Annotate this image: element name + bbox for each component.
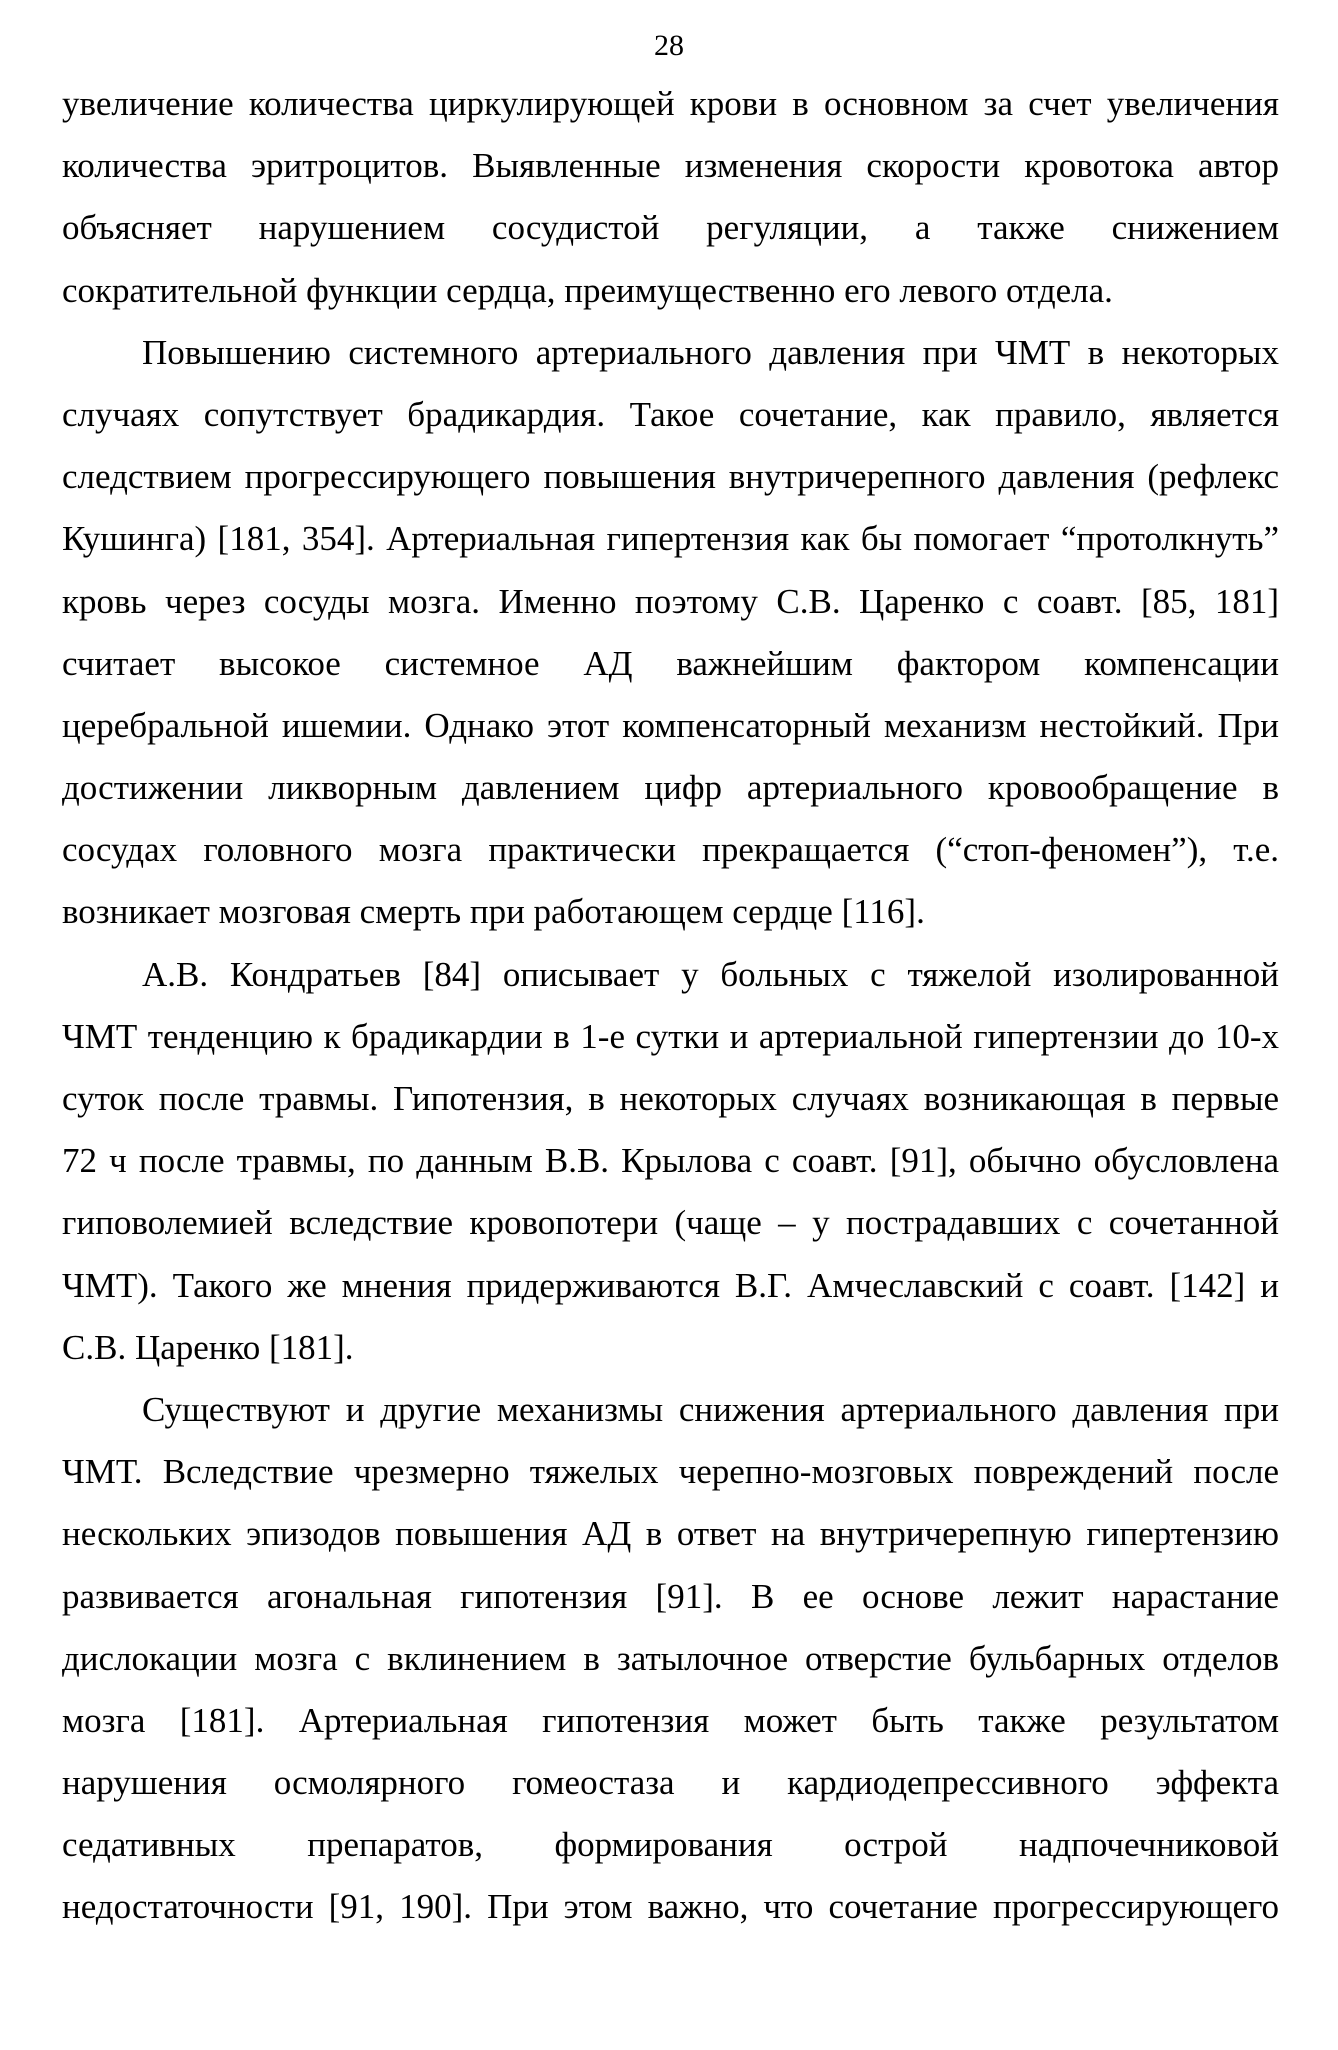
text-line: сократительной функции сердца, преимущественно его левого отдела. [62,270,1113,310]
text-line: гиповолемией вследствие кровопотери (чаще – у пострадавших с сочетанной [62,1203,1279,1243]
text-line: 72 ч после травмы, по данным В.В. Крылова с соавт. [91], обычно обусловлена [62,1141,1279,1181]
text-line: следствием прогрессирующего повышения внутричерепного давления (рефлекс [62,457,1279,497]
text-line: А.В. Кондратьев [84] описывает у больных с тяжелой изолированной [142,954,1279,994]
text-line: кровь через сосуды мозга. Именно поэтому С.В. Царенко с соавт. [85, 181] [62,581,1279,621]
text-line: ЧМТ). Такого же мнения придерживаются В.Г. Амчеславский с соавт. [142] и [62,1265,1279,1305]
text-line: Существуют и другие механизмы снижения артериального давления при [142,1389,1279,1429]
body-text [62,84,1279,1950]
text-line: мозга [181]. Артериальная гипотензия может быть также результатом [62,1700,1279,1740]
text-line: церебральной ишемии. Однако этот компенсаторный механизм нестойкий. При [62,705,1279,745]
text-line: дислокации мозга с вклинением в затылочное отверстие бульбарных отделов [62,1638,1279,1678]
text-line: ЧМТ тенденцию к брадикардии в 1-е сутки и артериальной гипертензии до 10-х [62,1016,1279,1056]
text-line: считает высокое системное АД важнейшим фактором компенсации [62,643,1279,683]
text-line: объясняет нарушением сосудистой регуляции, а также снижением [62,208,1279,248]
text-line: суток после травмы. Гипотензия, в некоторых случаях возникающая в первые [62,1079,1279,1118]
text-line: случаях сопутствует брадикардия. Такое сочетание, как правило, является [62,394,1279,434]
text-line: возникает мозговая смерть при работающем сердце [116]. [62,892,925,932]
text-line: ЧМТ. Вследствие чрезмерно тяжелых черепно-мозговых повреждений после [62,1452,1279,1492]
text-line: Кушинга) [181, 354]. Артериальная гипертензия как бы помогает “протолкнуть” [62,519,1279,559]
text-line: недостаточности [91, 190]. При этом важно, что сочетание прогрессирующего [62,1887,1279,1927]
text-line: С.В. Царенко [181]. [62,1327,354,1367]
text-line: сосудах головного мозга практически прекращается (“стоп-феномен”), т.е. [62,830,1279,870]
page-number: 28 [654,29,684,62]
text-line: увеличение количества циркулирующей крови в основном за счет увеличения [62,84,1279,123]
text-line: Повышению системного артериального давления при ЧМТ в некоторых [142,332,1279,372]
text-line: развивается агональная гипотензия [91]. В ее основе лежит нарастание [62,1576,1279,1616]
text-line: нескольких эпизодов повышения АД в ответ на внутричерепную гипертензию [62,1514,1279,1554]
text-line: седативных препаратов, формирования острой надпочечниковой [62,1825,1279,1865]
text-line: количества эритроцитов. Выявленные изменения скорости кровотока автор [62,146,1279,186]
text-line: нарушения осмолярного гомеостаза и кардиодепрессивного эффекта [62,1763,1279,1803]
text-line: достижении ликворным давлением цифр артериального кровообращение в [62,768,1279,808]
